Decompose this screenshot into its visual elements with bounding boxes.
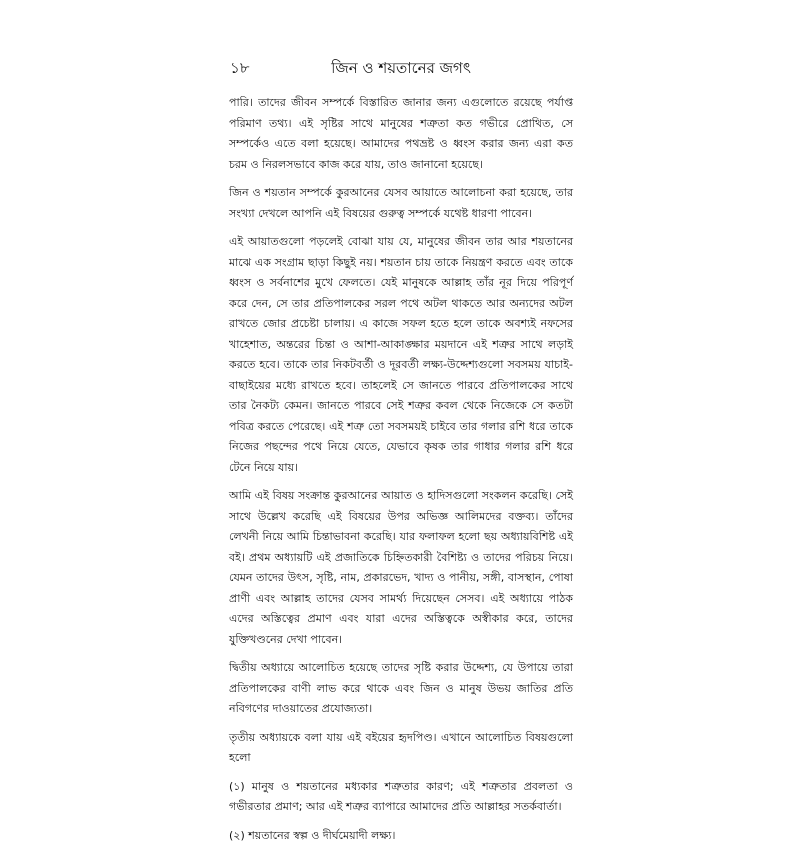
paragraph: আমি এই বিষয় সংক্রান্ত কুরআনের আয়াত ও হাদিসগুলো সংকলন করেছি। সেই সাথে উল্লেখ করেছি এই বিষয়ের উপর অভিজ্ঞ আলিমদের বক্তব্য। তাঁদের লেখনী নিয়ে আমি চিন্তাভাবনা করেছি। যার ফলাফল হলো ছয় অধ্যায়বিশিষ্ট এই বই। প্রথম অধ্যায়টি এই প্রজাতিকে চিহ্নিতকারী বৈশিষ্ট্য ও তাদের পরিচয় নিয়ে। যেমন তাদের উৎস, সৃষ্টি, নাম, প্রকারভেদ, খাদ্য ও পানীয়, সঙ্গী, বাসস্থান, পোষা প্রাণী এবং আল্লাহ তাদের যেসব সামর্থ্য দিয়েছেন সেসব। এই অধ্যায়ে পাঠক এদের অস্তিত্বের প্রমাণ এবং যারা এদের অস্তিত্বকে অস্বীকার করে, তাদের যুক্তিখণ্ডনের দেখা পাবেন। xyxy=(229,489,573,646)
paragraph: জিন ও শয়তান সম্পর্কে কুরআনের যেসব আয়াতে আলোচনা করা হয়েছে, তার সংখ্যা দেখলে আপনি এই বিষয়ের গুরুত্ব সম্পর্কে যথেষ্ট ধারণা পাবেন। xyxy=(229,186,573,220)
page-header xyxy=(230,56,572,80)
paragraph: দ্বিতীয় অধ্যায়ে আলোচিত হয়েছে তাদের সৃষ্টি করার উদ্দেশ্য, যে উপায়ে তারা প্রতিপালকের বাণী লাভ করে থাকে এবং জিন ও মানুষ উভয় জাতির প্রতি নবিগণের দাওয়াতের প্রযোজ্যতা। xyxy=(229,661,573,715)
running-title: জিন ও শয়তানের জগৎ xyxy=(331,59,471,77)
paragraph: এই আয়াতগুলো পড়লেই বোঝা যায় যে, মানুষের জীবন তার আর শয়তানের মাঝে এক সংগ্রাম ছাড়া কিছুই নয়। শয়তান চায় তাকে নিয়ন্ত্রণ করতে এবং তাকে ধ্বংস ও সর্বনাশের মুখে ফেলতে। যেই মানুষকে আল্লাহ তাঁর নূর দিয়ে পরিপূর্ণ করে দেন, সে তার প্রতিপালকের সরল পথে অটল থাকতে আর অন্যদের অটল রাখতে জোর প্রচেষ্টা চালায়। এ কাজে সফল হতে হলে তাকে অবশ্যই নফসের খাহেশাত, অন্তরের চিন্তা ও আশা-আকাঙ্ক্ষার ময়দানে এই শত্রুর সাথে লড়াই করতে হবে। তাকে তার নিকটবর্তী ও দূরবর্তী লক্ষ্য-উদ্দেশ্যগুলো সবসময় যাচাই-বাছাইয়ের মধ্যে রাখতে হবে। তাহলেই সে জানতে পারবে প্রতিপালকের সাথে তার নৈকট্য কেমন। জানতে পারবে সেই শত্রুর কবল থেকে নিজেকে সে কতটা পবিত্র করতে পেরেছে। এই শত্রু তো সবসময়ই চাইবে তার গলার রশি ধরে তাকে নিজের পছন্দের পথে নিয়ে যেতে, যেভাবে কৃষক তার গাধার গলার রশি ধরে টেনে নিয়ে যায়। xyxy=(229,235,573,474)
page-number: ১৮ xyxy=(230,59,250,77)
paragraph: তৃতীয় অধ্যায়কে বলা যায় এই বইয়ের হৃদপিণ্ড। এখানে আলোচিত বিষয়গুলো হলো xyxy=(229,730,573,764)
body-text xyxy=(229,93,573,854)
paragraph: (২) শয়তানের স্বল্প ও দীর্ঘমেয়াদী লক্ষ্য। xyxy=(229,828,396,842)
paragraph: পারি। তাদের জীবন সম্পর্কে বিস্তারিত জানার জন্য এগুলোতে রয়েছে পর্যাপ্ত পরিমাণ তথ্য। এই সৃষ্টির সাথে মানুষের শত্রুতা কত গভীরে প্রোথিত, সে সম্পর্কেও এতে বলা হয়েছে। আমাদের পথভ্রষ্ট ও ধ্বংস করার জন্য এরা কত চরম ও নিরলসভাবে কাজ করে যায়, তাও জানানো হয়েছে। xyxy=(229,96,573,171)
paragraph: (১) মানুষ ও শয়তানের মধ্যকার শত্রুতার কারণ; এই শত্রুতার প্রবলতা ও গভীরতার প্রমাণ; আর এই শত্রুর ব্যাপারে আমাদের প্রতি আল্লাহর সতর্কবার্তা। xyxy=(229,779,573,813)
